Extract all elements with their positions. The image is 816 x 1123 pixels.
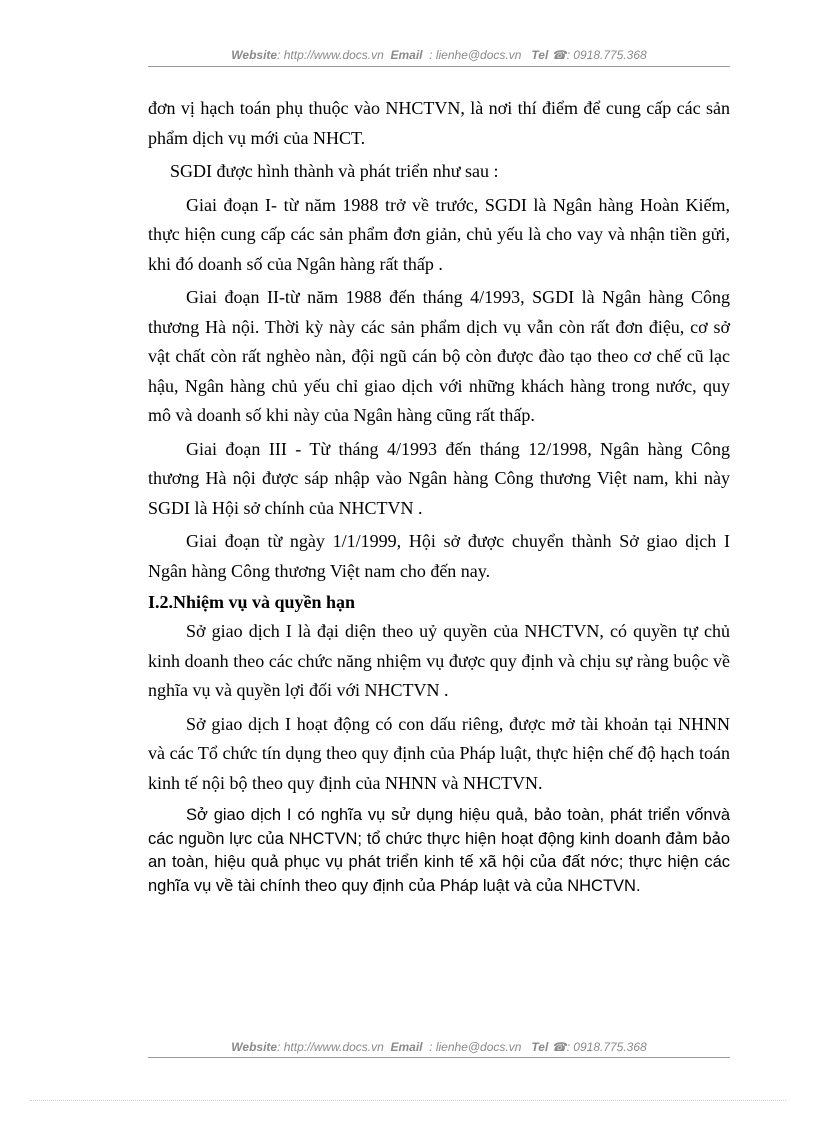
website-label: Website [231, 48, 278, 62]
document-body [148, 94, 730, 898]
phone-icon: ☎ [551, 48, 567, 62]
tel-value: : 0918.775.368 [566, 1040, 647, 1054]
email-value[interactable]: : lienhe@docs.vn [429, 48, 522, 62]
paragraph-6: Giai đoạn từ ngày 1/1/1999, Hội sở được chuyển thành Sở giao dịch I Ngân hàng Công thương Việt nam cho đến nay. [148, 531, 730, 581]
tel-label: Tel [531, 1040, 549, 1054]
paragraph-1: đơn vị hạch toán phụ thuộc vào NHCTVN, là nơi thí điểm để cung cấp các sản phẩm dịch vụ mới của NHCT. [148, 98, 730, 148]
paragraph-4: Giai đoạn II-từ năm 1988 đến tháng 4/1993, SGDI là Ngân hàng Công thương Hà nội. Thời kỳ này các sản phẩm dịch vụ vẫn còn rất đơn điệu, cơ sở vật chất còn rất nghèo nàn, đội ngũ cán bộ còn được đào tạo theo cơ chế cũ lạc hậu, Ngân hàng chủ yếu chỉ giao dịch với những khách hàng trong nước, quy mô và doanh số khi này của Ngân hàng cũng rất thấp. [148, 287, 730, 425]
email-label: Email [390, 1040, 423, 1054]
tel-label: Tel [531, 48, 549, 62]
section-number: I.2. [148, 592, 174, 612]
paragraph-8: Sở giao dịch I hoạt động có con dấu riêng, được mở tài khoản tại NHNN và các Tổ chức tín dụng theo quy định của Pháp luật, thực hiện chế độ hạch toán kinh tế nội bộ theo quy định của NHNN và NHCTVN. [148, 713, 730, 793]
page-edge-divider [30, 1100, 786, 1101]
website-url[interactable]: : http://www.docs.vn [277, 48, 384, 62]
paragraph-7: Sở giao dịch I là đại diện theo uỷ quyền của NHCTVN, có quyền tự chủ kinh doanh theo các chức năng nhiệm vụ được quy định và chịu sự ràng buộc về nghĩa vụ và quyền lợi đối với NHCTVN . [148, 621, 730, 700]
website-label: Website [231, 1040, 278, 1054]
email-value[interactable]: : lienhe@docs.vn [429, 1040, 522, 1054]
paragraph-9: Sở giao dịch I có nghĩa vụ sử dụng hiệu quả, bảo toàn, phát triển vốnvà các nguồn lực của NHCTVN; tổ chức thực hiện hoạt động kinh doanh đảm bảo an toàn, hiệu quả phục vụ phát triển kinh tế xã hội của đất nớc; thực hiện các nghĩa vụ về tài chính theo quy định của Pháp luật và của NHCTVN. [148, 806, 730, 895]
website-url[interactable]: : http://www.docs.vn [277, 1040, 384, 1054]
section-heading [148, 588, 730, 617]
phone-icon: ☎ [551, 1040, 567, 1054]
paragraph-2: SGDI được hình thành và phát triển như sau : [170, 161, 499, 181]
page-footer [148, 1040, 730, 1058]
page-header [148, 48, 730, 67]
tel-value: : 0918.775.368 [566, 48, 647, 62]
paragraph-3: Giai đoạn I- từ năm 1988 trở về trước, SGDI là Ngân hàng Hoàn Kiếm, thực hiện cung cấp các sản phẩm đơn giản, chủ yếu là cho vay và nhận tiền gửi, khi đó doanh số của Ngân hàng rất thấp . [148, 194, 730, 274]
section-title: Nhiệm vụ và quyền hạn [173, 592, 356, 612]
paragraph-5: Giai đoạn III - Từ tháng 4/1993 đến tháng 12/1998, Ngân hàng Công thương Hà nội được sáp nhập vào Ngân hàng Công thương Việt nam, khi này SGDI là Hội sở chính của NHCTVN . [148, 438, 730, 518]
email-label: Email [390, 48, 423, 62]
